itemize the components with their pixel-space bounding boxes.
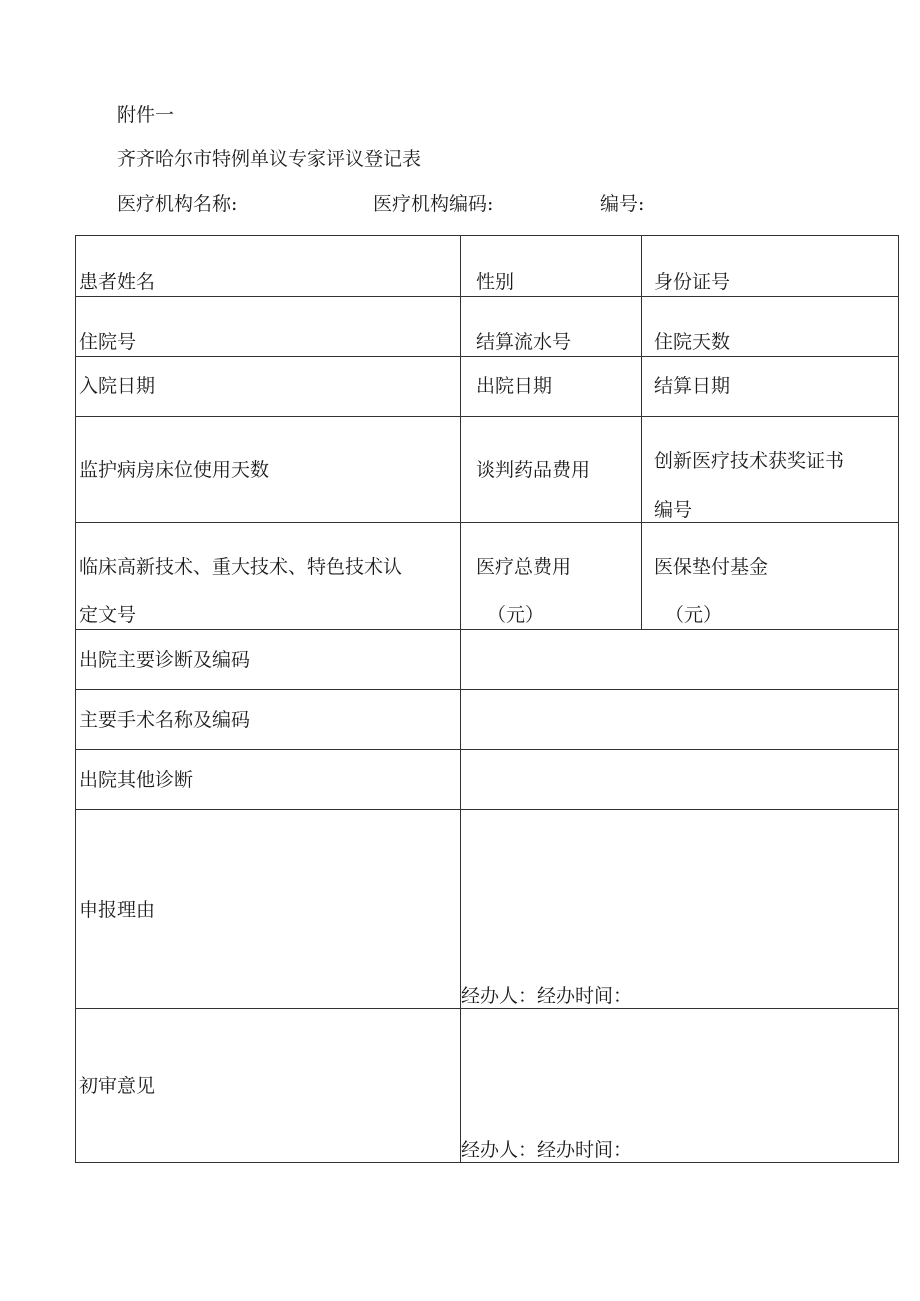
hospital-days-label: 住院天数 — [654, 331, 731, 353]
main-surgery-label: 主要手术名称及编码 — [79, 709, 251, 731]
insurance-fund-label: 医保垫付基金 — [654, 556, 769, 578]
serial-number-label: 编号: — [600, 193, 645, 215]
discharge-date-label: 出院日期 — [476, 375, 553, 397]
patient-name-label: 患者姓名 — [79, 271, 156, 293]
insurance-fund-unit: （元） — [665, 604, 723, 626]
handler-signature-line: 经办人：经办时间： — [461, 1139, 633, 1161]
institution-code-label: 医疗机构编码: — [373, 193, 494, 215]
gender-label: 性别 — [476, 271, 515, 293]
initial-review-label: 初审意见 — [79, 1075, 156, 1097]
main-diagnosis-label: 出院主要诊断及编码 — [79, 649, 251, 671]
attachment-label: 附件一 — [117, 104, 175, 126]
settlement-date-label: 结算日期 — [654, 375, 731, 397]
clinical-technology-label: 临床高新技术、重大技术、特色技术认 — [79, 556, 403, 578]
icu-bed-days-label: 监护病房床位使用天数 — [79, 459, 270, 481]
admission-date-label: 入院日期 — [79, 375, 156, 397]
id-number-label: 身份证号 — [654, 271, 731, 293]
document-title: 齐齐哈尔市特例单议专家评议登记表 — [117, 148, 422, 170]
innovation-award-label: 创新医疗技术获奖证书 — [654, 450, 845, 472]
settlement-serial-label: 结算流水号 — [476, 331, 572, 353]
institution-name-label: 医疗机构名称: — [117, 193, 238, 215]
other-diagnosis-label: 出院其他诊断 — [79, 769, 194, 791]
innovation-award-label-line2: 编号 — [654, 499, 693, 521]
clinical-technology-label-line2: 定文号 — [79, 604, 137, 626]
admission-number-label: 住院号 — [79, 331, 137, 353]
application-reason-label: 申报理由 — [79, 899, 156, 921]
negotiated-drug-cost-label: 谈判药品费用 — [476, 459, 591, 481]
total-medical-cost-unit: （元） — [487, 604, 545, 626]
handler-signature-line: 经办人：经办时间： — [461, 985, 633, 1007]
total-medical-cost-label: 医疗总费用 — [476, 556, 572, 578]
